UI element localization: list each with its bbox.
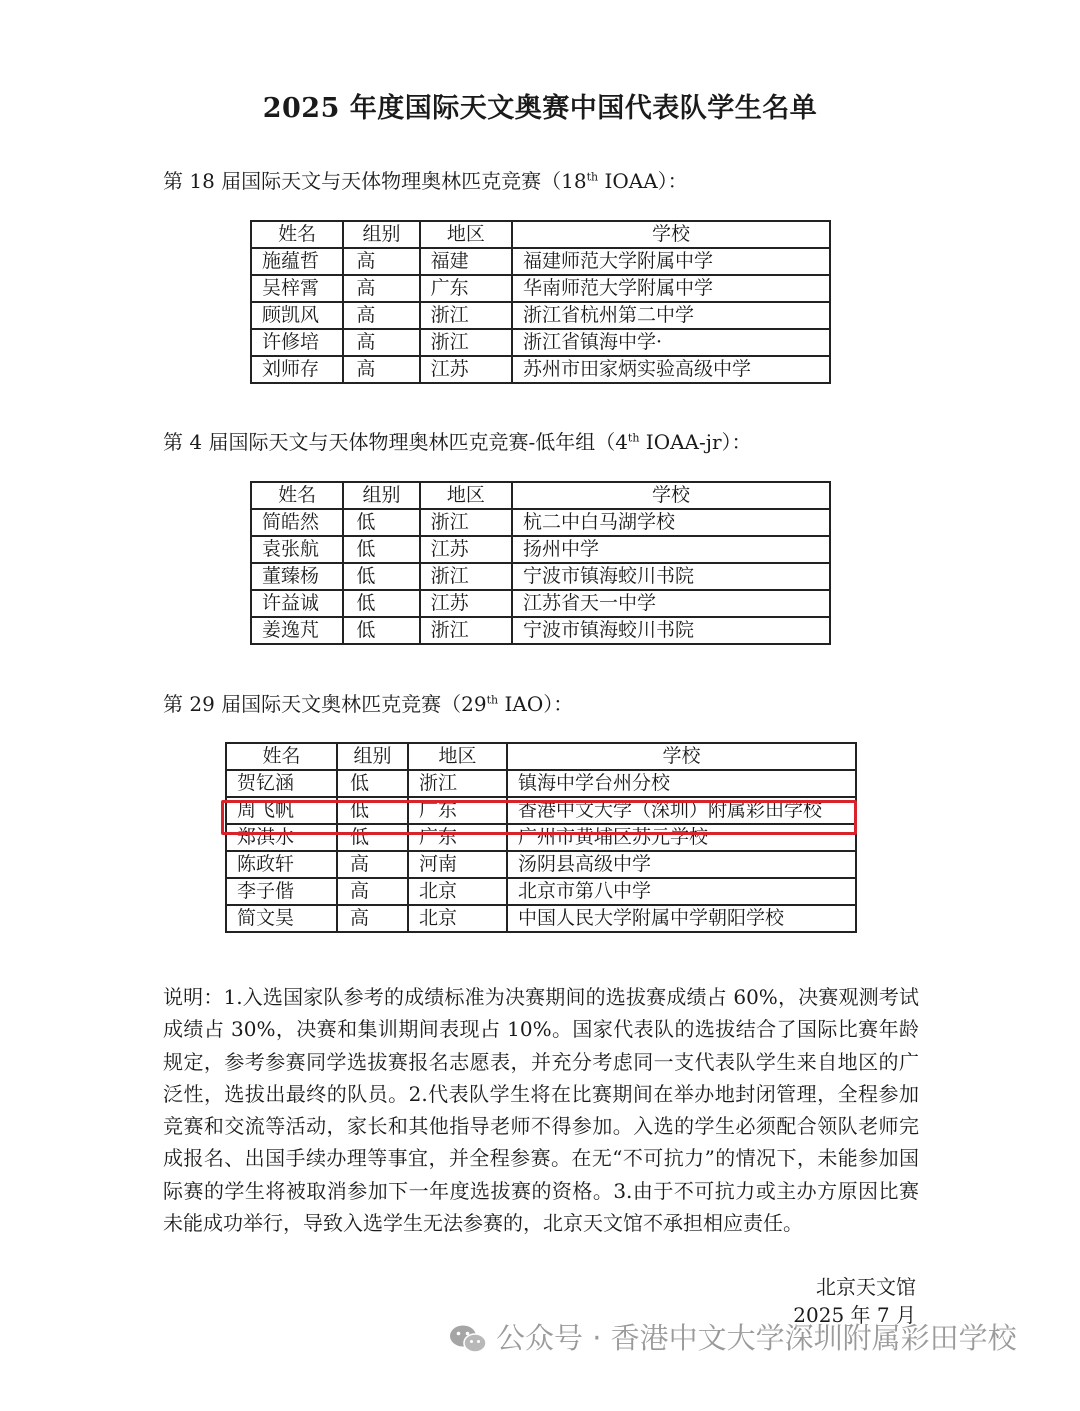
cell-school: 宁波市镇海蛟川书院 (512, 563, 830, 590)
column-header-name: 姓名 (226, 743, 337, 770)
cell-region: 江苏 (420, 536, 512, 563)
column-header-name: 姓名 (251, 482, 343, 509)
table-ioaa-jr (250, 481, 831, 645)
column-header-region: 地区 (408, 743, 507, 770)
table-row (251, 617, 830, 644)
cell-group: 低 (343, 509, 419, 536)
cell-region: 浙江 (420, 509, 512, 536)
signature-org: 北京天文馆 (816, 1275, 916, 1299)
cell-name: 施蕴哲 (251, 248, 343, 275)
cell-group: 低 (337, 770, 408, 797)
highlight-box (221, 800, 857, 835)
cell-group: 低 (337, 824, 408, 851)
cell-group: 低 (337, 797, 408, 824)
cell-school: 香港中文大学（深圳）附属彩田学校 (507, 797, 856, 824)
table-ioaa (250, 220, 831, 384)
cell-name: 郑淇水 (226, 824, 337, 851)
cell-school: 华南师范大学附属中学 (512, 275, 830, 302)
cell-region: 浙江 (408, 770, 507, 797)
table-header-row (226, 743, 856, 770)
cell-school: 浙江省杭州第二中学 (512, 302, 830, 329)
cell-region: 福建 (420, 248, 512, 275)
cell-name: 姜逸芃 (251, 617, 343, 644)
cell-region: 广东 (408, 797, 507, 824)
cell-group: 高 (343, 248, 419, 275)
column-header-region: 地区 (420, 221, 512, 248)
cell-school: 北京市第八中学 (507, 878, 856, 905)
cell-name: 贺钇涵 (226, 770, 337, 797)
cell-region: 北京 (408, 905, 507, 932)
cell-school: 浙江省镇海中学· (512, 329, 830, 356)
table-row (226, 770, 856, 797)
cell-group: 高 (337, 851, 408, 878)
cell-name: 许益诚 (251, 590, 343, 617)
document-title: 2025 年度国际天文奥赛中国代表队学生名单 (262, 93, 818, 124)
cell-region: 河南 (408, 851, 507, 878)
column-header-region: 地区 (420, 482, 512, 509)
cell-region: 浙江 (420, 563, 512, 590)
cell-region: 浙江 (420, 302, 512, 329)
table-row (226, 851, 856, 878)
cell-group: 低 (343, 563, 419, 590)
cell-group: 高 (343, 275, 419, 302)
cell-region: 广东 (408, 824, 507, 851)
column-header-school: 学校 (507, 743, 856, 770)
cell-name: 简皓然 (251, 509, 343, 536)
section-heading-ioaa-jr: 第 4 届国际天文与天体物理奥林匹克竞赛-低年组（4th IOAA-jr）： (163, 430, 752, 454)
signature-date: 2025 年 7 月 (793, 1303, 916, 1327)
cell-group: 高 (343, 302, 419, 329)
cell-school: 杭二中白马湖学校 (512, 509, 830, 536)
cell-school: 广州市黄埔区苏元学校 (507, 824, 856, 851)
table-row (251, 563, 830, 590)
column-header-group: 组别 (343, 221, 419, 248)
section-heading-iao: 第 29 届国际天文奥林匹克竞赛（29th IAO）： (163, 692, 574, 716)
explanation-note: 说明：1.入选国家队参考的成绩标准为决赛期间的选拔赛成绩占 60%，决赛观测考试成绩占 30%，决赛和集训期间表现占 10%。国家代表队的选拔结合了国际比赛年龄规定，参考参赛同学选拔赛报名志愿表，并充分考虑同一支代表队学生来自地区的广泛性，选拔出最终的队员。2.代表队学生将在比赛期间在举办地封闭管理，全程参加竞赛和交流等活动，家长和其他指导老师不得参加。入选的学生必须配合领队老师完成报名、出国手续办理等事宜，并全程参赛。在无“不可抗力”的情况下，未能参加国际赛的学生将被取消参加下一年度选拔赛的资格。3.由于不可抗力或主办方原因比赛未能成功举行，导致入选学生无法参赛的，北京天文馆不承担相应责任。 (163, 985, 919, 1236)
column-header-group: 组别 (343, 482, 419, 509)
watermark-text: 公众号 · 香港中文大学深圳附属彩田学校 (496, 1321, 1017, 1355)
table-row (251, 329, 830, 356)
table-row (251, 248, 830, 275)
cell-region: 浙江 (420, 617, 512, 644)
table-row (251, 356, 830, 383)
cell-group: 高 (343, 329, 419, 356)
cell-name: 许修培 (251, 329, 343, 356)
cell-region: 北京 (408, 878, 507, 905)
cell-name: 顾凯风 (251, 302, 343, 329)
column-header-name: 姓名 (251, 221, 343, 248)
cell-group: 低 (343, 536, 419, 563)
table-iao (225, 742, 857, 933)
cell-group: 低 (343, 590, 419, 617)
cell-school: 镇海中学台州分校 (507, 770, 856, 797)
table-row (251, 302, 830, 329)
cell-name: 吴梓霄 (251, 275, 343, 302)
cell-region: 江苏 (420, 356, 512, 383)
table-row (226, 905, 856, 932)
cell-name: 简文昊 (226, 905, 337, 932)
cell-school: 扬州中学 (512, 536, 830, 563)
table-header-row (251, 221, 830, 248)
cell-name: 周飞帆 (226, 797, 337, 824)
cell-name: 董臻杨 (251, 563, 343, 590)
cell-region: 浙江 (420, 329, 512, 356)
cell-name: 李子偕 (226, 878, 337, 905)
cell-school: 中国人民大学附属中学朝阳学校 (507, 905, 856, 932)
table-header-row (251, 482, 830, 509)
wechat-icon (448, 1324, 488, 1354)
cell-group: 高 (343, 356, 419, 383)
column-header-group: 组别 (337, 743, 408, 770)
cell-school: 汤阴县高级中学 (507, 851, 856, 878)
table-row (251, 275, 830, 302)
table-row (251, 590, 830, 617)
cell-school: 福建师范大学附属中学 (512, 248, 830, 275)
cell-group: 高 (337, 905, 408, 932)
cell-name: 刘师存 (251, 356, 343, 383)
column-header-school: 学校 (512, 221, 830, 248)
table-row (226, 878, 856, 905)
table-row (251, 536, 830, 563)
table-row (251, 509, 830, 536)
cell-name: 袁张航 (251, 536, 343, 563)
cell-group: 高 (337, 878, 408, 905)
section-heading-ioaa: 第 18 届国际天文与天体物理奥林匹克竞赛（18th IOAA）： (163, 169, 688, 193)
cell-region: 广东 (420, 275, 512, 302)
cell-region: 江苏 (420, 590, 512, 617)
column-header-school: 学校 (512, 482, 830, 509)
cell-school: 苏州市田家炳实验高级中学 (512, 356, 830, 383)
cell-name: 陈政轩 (226, 851, 337, 878)
cell-school: 宁波市镇海蛟川书院 (512, 617, 830, 644)
cell-school: 江苏省天一中学 (512, 590, 830, 617)
cell-group: 低 (343, 617, 419, 644)
